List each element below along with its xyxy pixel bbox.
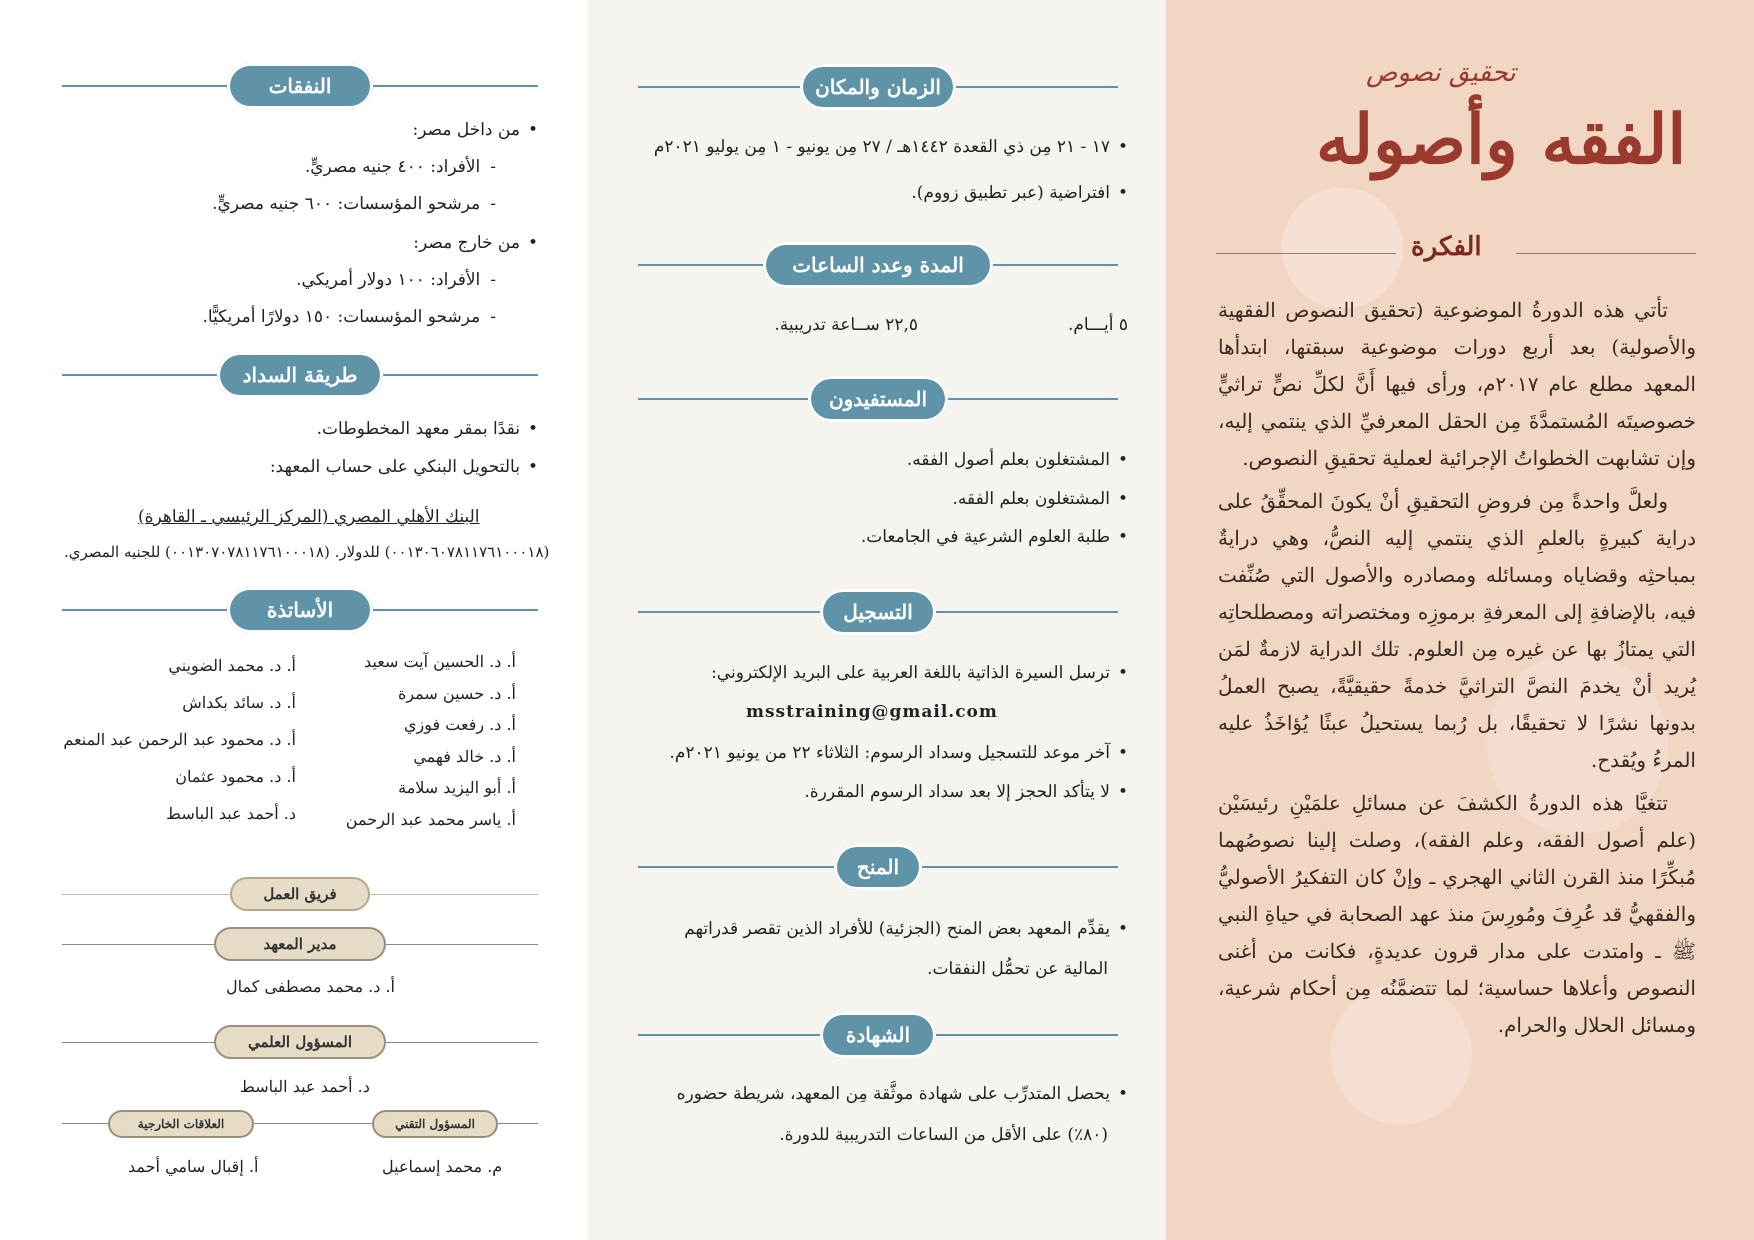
section-header-expenses [62,63,538,109]
header-label: المنح [834,844,922,890]
middle-panel [588,0,1166,1240]
registration-email[interactable]: msstraining@gmail.com [746,702,998,722]
professor-name: أ. د. محمود عثمان [175,767,296,786]
section-header-time-place [638,64,1118,110]
payment-item: • نقدًا بمقر معهد المخطوطات. [317,418,538,440]
section-header-payment [62,352,538,398]
expenses-item: - مرشحو المؤسسات: ٦٠٠ جنيه مصريٍّ. [212,193,496,215]
time-item: • ١٧ - ٢١ مِن ذي القعدة ١٤٤٢هـ / ٢٧ مِن يونيو - ١ مِن يوليو ٢٠٢١م [654,136,1128,158]
relations-label: العلاقات الخارجية [108,1110,254,1138]
left-panel [0,0,588,1240]
logo-title: الفقه وأصوله [1316,100,1687,180]
professor-name: أ. أبو اليزيد سلامة [398,778,516,797]
idea-line-right [1516,253,1696,254]
registration-item: • ترسل السيرة الذاتية باللغة العربية على البريد الإلكتروني: [711,662,1128,684]
certificate-line: (٨٠٪) على الأقل من الساعات التدريبية للدورة. [779,1125,1108,1145]
logo-subtitle: تحقيق نصوص [1366,58,1516,88]
professor-name: أ. ياسر محمد عبد الرحمن [345,810,516,829]
expenses-outside: • من خارج مصر: [413,232,538,254]
professor-name: أ. د. محمود عبد الرحمن عبد المنعم [63,730,296,749]
registration-note: • لا يتأكد الحجز إلا بعد سداد الرسوم المقررة. [804,781,1128,803]
professor-name: د. أحمد عبد الباسط [166,804,296,823]
relations-name: أ. إقبال سامي أحمد [128,1157,259,1176]
header-label: النفقات [227,63,373,109]
section-header-director [62,927,538,973]
professor-name: أ. د. الحسين آيت سعيد [364,652,516,671]
section-header-scientific [62,1025,538,1071]
expenses-item: - الأفراد: ٤٠٠ جنيه مصريٍّ. [305,156,496,178]
director-name: أ. د. محمد مصطفى كمال [226,977,395,996]
header-label: مدير المعهد [214,927,386,961]
idea-paragraph: تأتي هذه الدورةُ الموضوعية (تحقيق النصوص الفقهية والأصولية) بعد أربع دورات موضوعية سبقتها، ابتدأها المعهد مطلع عام ٢٠١٧م، ورأى فيها أَنَّ لكلِّ نصٍّ تراثيٍّ خصوصيتَه المُستمدَّةَ مِن الحقل المعرفيِّ الذي ينتمي إليه، وإن تشابهت الخطواتُ الإجرائية لعملية تحقيقِ النصوص. [1218,298,1696,470]
place-item: • افتراضية (عبر تطبيق زووم). [911,182,1128,204]
certificate-line: • يحصل المتدرِّب على شهادة موثَّقة مِن المعهد، شريطة حضوره [677,1083,1128,1105]
payment-item: • بالتحويل البنكي على حساب المعهد: [270,456,538,478]
grants-line: المالية عن تحمُّل النفقات. [927,959,1108,979]
section-header-beneficiaries [638,376,1118,422]
professor-name: أ. د. محمد الضويني [168,656,296,675]
scientific-name: د. أحمد عبد الباسط [240,1077,370,1096]
bank-name: البنك الأهلي المصري (المركز الرئيسي ـ القاهرة) [138,507,480,527]
cover-panel [1166,0,1754,1240]
professor-name: أ. د. سائد بكداش [182,693,296,712]
section-header-certificate [638,1012,1118,1058]
bank-accounts: (٠٠١٣٠٦٠٧٨١١٧٦١٠٠٠١٨) للدولار. (٠٠١٣٠٧٠٧٨١١٧٦١٠٠٠١٨) للجنيه المصري. [64,543,550,561]
header-label: المستفيدون [808,376,948,422]
header-label: التسجيل [820,589,936,635]
expenses-inside: • من داخل مصر: [412,119,538,141]
section-header-registration [638,589,1118,635]
grants-line: • يقدِّم المعهد بعض المنح (الجزئية) للأفراد الذين تقصر قدراتهم [684,918,1128,940]
header-label: فريق العمل [230,877,370,911]
expenses-item: - الأفراد: ١٠٠ دولار أمريكي. [296,269,496,291]
idea-paragraph: تتغيَّا هذه الدورةُ الكشفَ عن مسائلِ علمَيْنِ رئيسَيْن (علم أصول الفقه، وعلم الفقه)، وصلت إلينا نصوصُهما مُبكِّرًا منذ القرن الثاني الهجري ـ وإنْ كان التفكيرُ الأصوليُّ والفقهيُّ قد عُرِفَ ومُورِسَ منذ عهد الصحابة في حياةِ النبي ﷺ ـ وامتدت على مدار قرون عديدةٍ، فكانت من أغنى النصوص وأعلاها حساسية؛ لما تتضمَّنُه مِن أحكام شرعية، ومسائل الحلال والحرام. [1218,791,1696,1037]
duration-hours: ٢٢,٥ ســاعة تدريبية. [774,315,918,335]
expenses-item: - مرشحو المؤسسات: ١٥٠ دولارًا أمريكيًّا. [202,306,496,328]
header-label: المدة وعدد الساعات [763,242,993,288]
idea-title: الفكرة [1411,232,1482,262]
header-label: الأساتذة [227,587,373,633]
technical-name: م. محمد إسماعيل [382,1157,503,1176]
registration-deadline: • آخر موعد للتسجيل وسداد الرسوم: الثلاثاء ٢٢ من يونيو ٢٠٢١م. [669,742,1128,764]
section-header-grants [638,844,1118,890]
section-header-technical-relations [62,1110,538,1156]
duration-days: ٥ أيـــام. [1067,315,1128,335]
header-label: الشهادة [820,1012,936,1058]
professor-name: أ. د. رفعت فوزي [404,715,516,734]
section-header-professors [62,587,538,633]
technical-label: المسؤول التقني [372,1110,498,1138]
idea-text [1218,292,1696,1050]
professor-name: أ. د. خالد فهمي [413,747,516,766]
header-label: المسؤول العلمي [214,1025,386,1059]
beneficiary-item: • المشتغلون بعلم الفقه. [953,488,1128,510]
header-label: الزمان والمكان [800,64,956,110]
header-label: طريقة السداد [217,352,383,398]
idea-paragraph: ولعلَّ واحدةً مِن فروضِ التحقيقِ أنْ يكونَ المحقِّقُ على دراية كبيرةٍ بالعلمِ الذي ينتمي إليه النصُّ، وهي درايةٌ بمباحثِه وقضاياه ومسائله ومصادره والأصول التي صُنِّفت فيه، بالإضافةِ إلى المعرفةِ برموزِه ومختصراته ومصطلحاتِه التي يمتازُ بها عن غيره مِن العلوم. تلك الدراية لازمةٌ لمَن يُريد أنْ يخدمَ النصَّ التراثيَّ خدمةً حقيقيَّةً، يصبح العملُ بدونها نشرًا لا تحقيقًا، بل رُبما يستحيلُ عبثًا يُؤاخَذُ عليه المرءُ ويُقدح. [1218,489,1696,772]
professor-name: أ. د. حسين سمرة [397,684,516,703]
beneficiary-item: • طلبة العلوم الشرعية في الجامعات. [861,526,1128,548]
beneficiary-item: • المشتغلون بعلم أصول الفقه. [907,449,1128,471]
section-header-duration [638,242,1118,288]
idea-line-left [1216,253,1396,254]
section-header-team [62,871,538,917]
